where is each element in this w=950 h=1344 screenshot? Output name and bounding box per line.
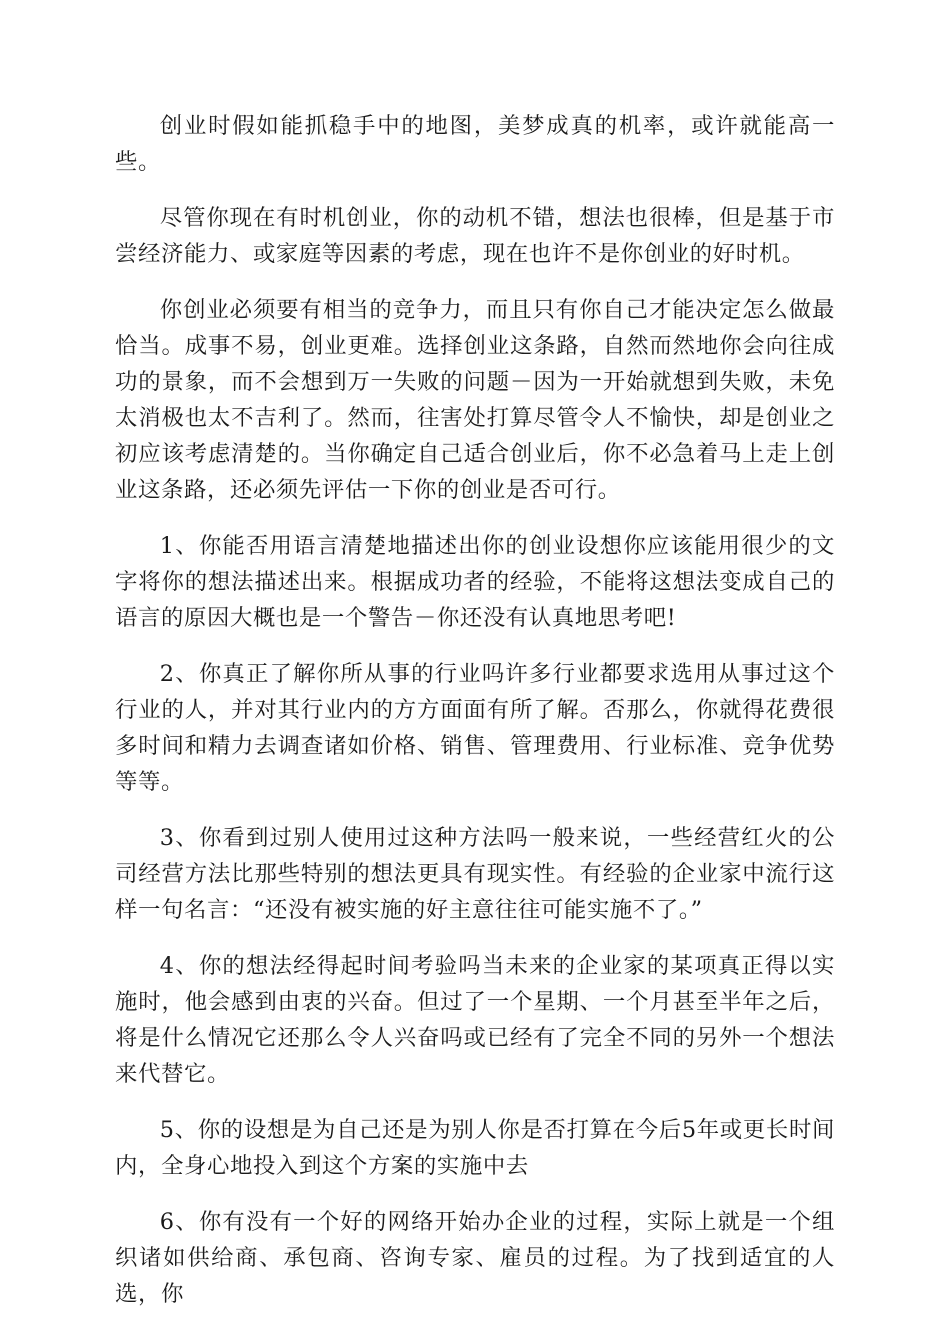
list-item-paragraph: 4、你的想法经得起时间考验吗当未来的企业家的某项真正得以实施时，他会感到由衷的兴奋。但过了一个星期、一个月甚至半年之后，将是什么情况它还那么令人兴奋吗或已经有了完全不同的另外一个想法来代替它。	[115, 953, 835, 1087]
list-item-paragraph: 6、你有没有一个好的网络开始办企业的过程，实际上就是一个组织诸如供给商、承包商、咨询专家、雇员的过程。为了找到适宜的人选，你	[115, 1209, 835, 1307]
list-item-paragraph: 1、你能否用语言清楚地描述出你的创业设想你应该能用很少的文字将你的想法描述出来。根据成功者的经验，不能将这想法变成自己的语言的原因大概也是一个警告－你还没有认真地思考吧!	[115, 533, 835, 631]
paragraph: 尽管你现在有时机创业，你的动机不错，想法也很棒，但是基于市尝经济能力、或家庭等因素的考虑，现在也许不是你创业的好时机。	[115, 205, 835, 267]
list-item-paragraph: 3、你看到过别人使用过这种方法吗一般来说，一些经营红火的公司经营方法比那些特别的想法更具有现实性。有经验的企业家中流行这样一句名言：“还没有被实施的好主意往往可能实施不了。”	[115, 825, 835, 923]
list-item-paragraph: 5、你的设想是为自己还是为别人你是否打算在今后5年或更长时间内，全身心地投入到这个方案的实施中去	[115, 1117, 835, 1179]
paragraph: 创业时假如能抓稳手中的地图，美梦成真的机率，或许就能高一些。	[115, 113, 835, 175]
paragraph: 你创业必须要有相当的竞争力，而且只有你自己才能决定怎么做最恰当。成事不易，创业更难。选择创业这条路，自然而然地你会向往成功的景象，而不会想到万一失败的问题－因为一开始就想到失败，未免太消极也太不吉利了。然而，往害处打算尽管令人不愉快，却是创业之初应该考虑清楚的。当你确定自己适合创业后，你不必急着马上走上创业这条路，还必须先评估一下你的创业是否可行。	[115, 297, 835, 503]
list-item-paragraph: 2、你真正了解你所从事的行业吗许多行业都要求选用从事过这个行业的人，并对其行业内的方方面面有所了解。否那么，你就得花费很多时间和精力去调查诸如价格、销售、管理费用、行业标准、竞争优势等等。	[115, 661, 835, 795]
document-body	[115, 108, 835, 1332]
